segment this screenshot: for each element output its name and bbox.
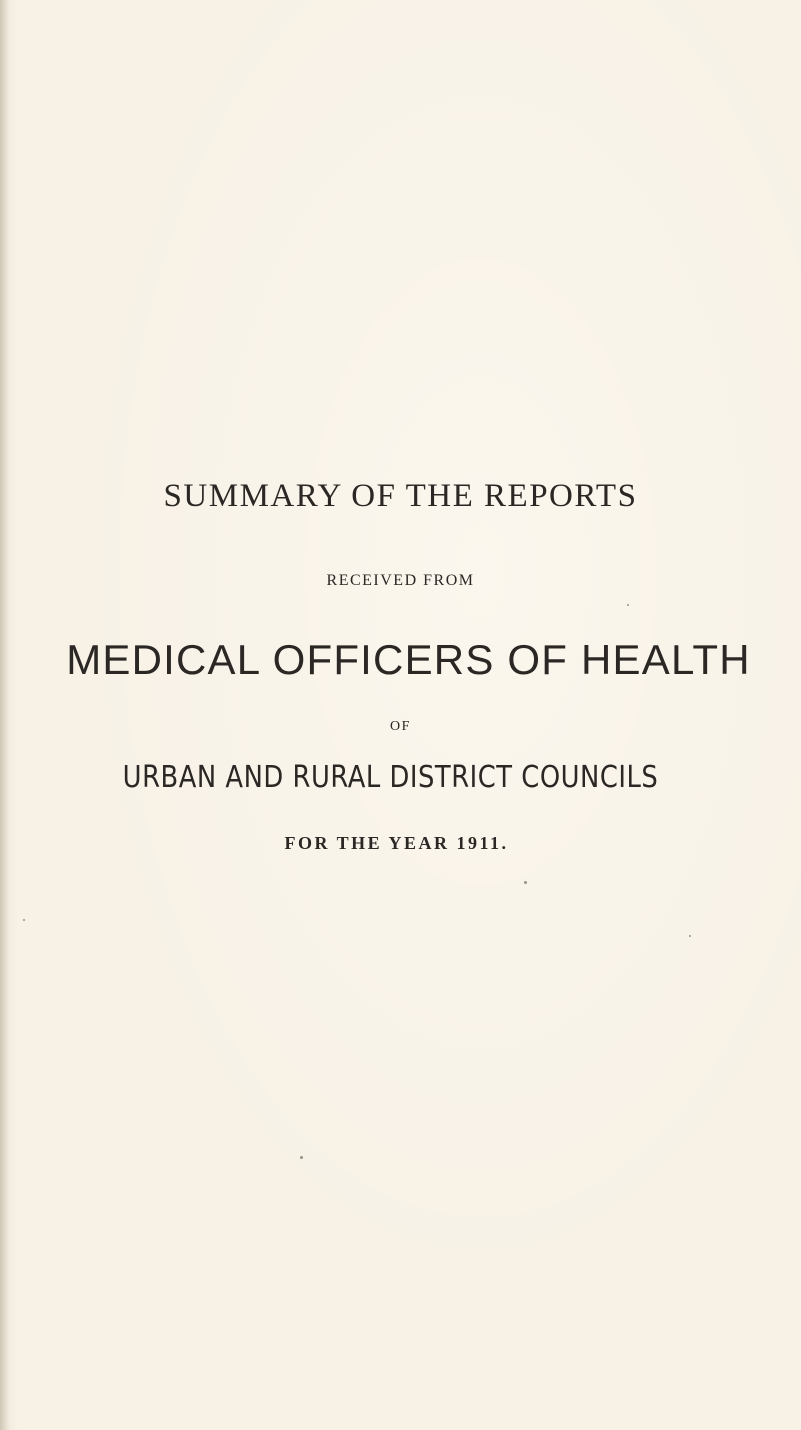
paper-speck <box>23 919 25 921</box>
officers-heading: MEDICAL OFFICERS OF HEALTH <box>66 636 751 683</box>
paper-speck <box>300 1156 303 1159</box>
binding-shadow <box>0 0 10 1430</box>
year-line: FOR THE YEAR 1911. <box>284 833 509 853</box>
of-line: OF <box>390 719 411 734</box>
report-title: SUMMARY OF THE REPORTS <box>163 478 638 514</box>
councils-heading: URBAN AND RURAL DISTRICT COUNCILS <box>122 760 659 795</box>
paper-speck <box>524 881 527 884</box>
paper-speck <box>689 935 691 937</box>
received-from-line: RECEIVED FROM <box>326 572 475 589</box>
paper-speck <box>627 604 629 606</box>
